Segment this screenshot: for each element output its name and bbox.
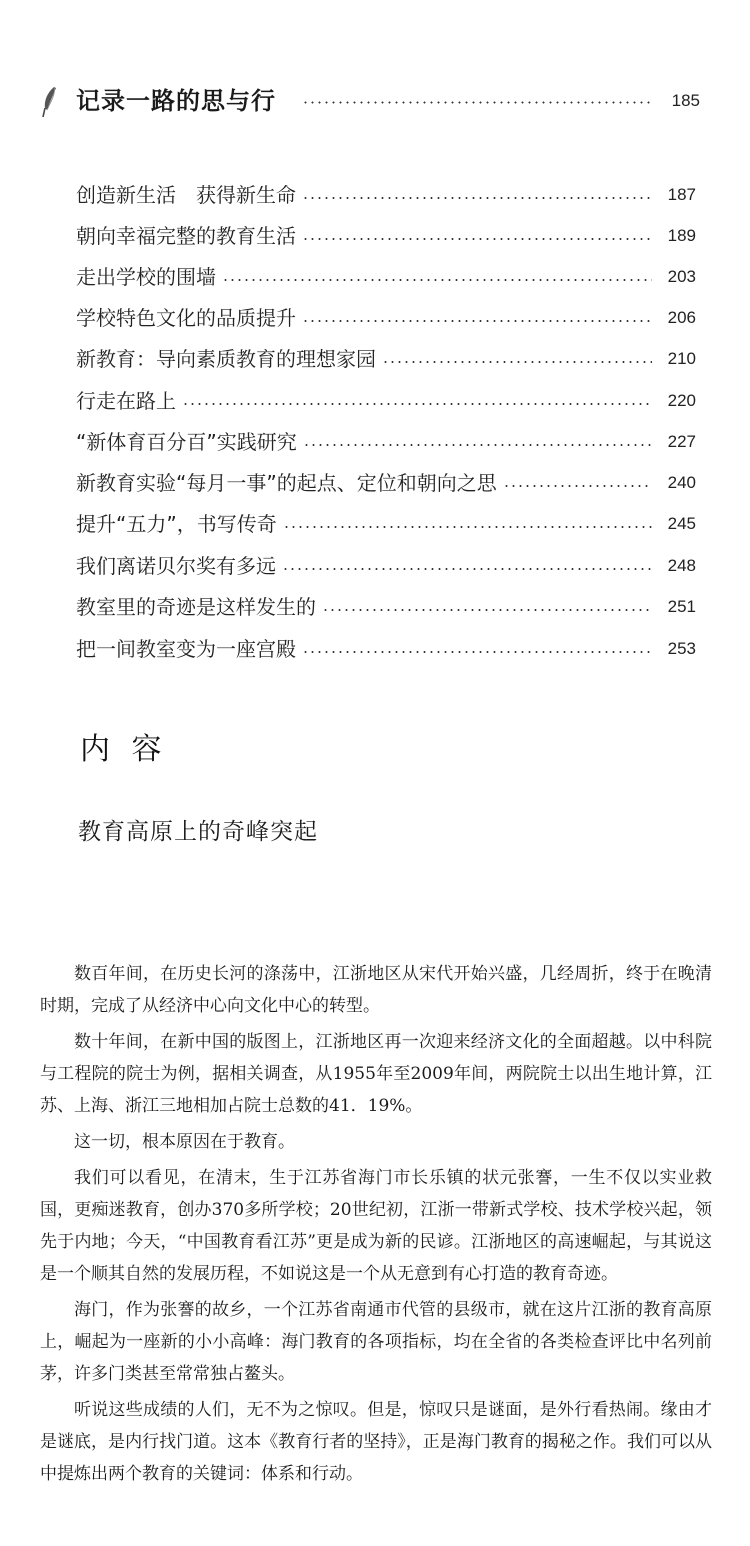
toc-leader-dots xyxy=(302,101,652,104)
toc-entry-title: 走出学校的围墙 xyxy=(76,265,216,289)
toc-entry-page: 189 xyxy=(667,226,696,245)
paragraph: 我们可以看见，在清末，生于江苏省海门市长乐镇的状元张謇，一生不仅以实业救国，更痴迷教育，创办370多所学校；20世纪初，江浙一带新式学校、技术学校兴起，领先于内地；今天，“中国教育看江苏”更是成为新的民谚。江浙地区的高速崛起，与其说这是一个顺其自然的发展历程，不如说这是一个从无意到有心打造的教育奇迹。 xyxy=(40,1168,712,1284)
toc-entry[interactable] xyxy=(76,507,696,541)
paragraph: 听说这些成绩的人们，无不为之惊叹。但是，惊叹只是谜面，是外行看热闹。缘由才是谜底，是内行找门道。这本《教育行者的坚持》，正是海门教育的揭秘之作。我们可以从中提炼出两个教育的关键词：体系和行动。 xyxy=(40,1400,712,1484)
toc-chapter-heading[interactable] xyxy=(40,82,700,122)
toc-entry-page: 251 xyxy=(667,597,696,616)
toc-entry[interactable] xyxy=(76,632,696,666)
toc-entry-page: 253 xyxy=(667,639,696,658)
toc-leader-dots xyxy=(282,568,652,570)
toc-leader-dots xyxy=(182,403,652,405)
toc-entry-page: 206 xyxy=(667,308,696,327)
toc-entry-title: 教室里的奇迹是这样发生的 xyxy=(76,595,316,619)
toc-entry-page: 187 xyxy=(667,185,696,204)
toc-leader-dots xyxy=(302,320,652,322)
paragraph: 数十年间，在新中国的版图上，江浙地区再一次迎来经济文化的全面超越。以中科院与工程院的院士为例，据相关调查，从1955年至2009年间，两院院士以出生地计算，江苏、上海、浙江三地相加占院士总数的41．19%。 xyxy=(40,1032,712,1116)
toc-entry-title: 行走在路上 xyxy=(76,389,176,413)
toc-entry[interactable] xyxy=(76,590,696,624)
toc-entry-page: 203 xyxy=(667,267,696,286)
toc-entry-page: 210 xyxy=(667,349,696,368)
section-title: 内 容 xyxy=(80,732,168,767)
toc-leader-dots xyxy=(222,279,652,281)
toc-entry-title: 提升“五力”，书写传奇 xyxy=(76,512,277,536)
toc-entry[interactable] xyxy=(76,384,696,418)
toc-entry[interactable] xyxy=(76,178,696,212)
toc-entry-title: 创造新生活 获得新生命 xyxy=(76,183,296,207)
toc-chapter-page: 185 xyxy=(671,91,700,110)
toc-entry-page: 245 xyxy=(667,514,696,533)
toc-leader-dots xyxy=(302,238,652,240)
toc-leader-dots xyxy=(322,609,652,611)
toc-leader-dots xyxy=(302,651,652,653)
toc-leader-dots xyxy=(382,361,652,363)
toc-entry-page: 240 xyxy=(667,473,696,492)
toc-entry[interactable] xyxy=(76,301,696,335)
article-body xyxy=(40,958,712,1494)
toc-entry-title: 朝向幸福完整的教育生活 xyxy=(76,224,296,248)
toc-entry[interactable] xyxy=(76,549,696,583)
toc-entry[interactable] xyxy=(76,219,696,253)
paragraph: 数百年间，在历史长河的涤荡中，江浙地区从宋代开始兴盛，几经周折，终于在晚清时期，完成了从经济中心向文化中心的转型。 xyxy=(40,964,712,1016)
toc-entry-page: 248 xyxy=(667,556,696,575)
toc-entry-title: 我们离诺贝尔奖有多远 xyxy=(76,554,276,578)
quill-icon xyxy=(40,86,62,118)
toc-entry[interactable] xyxy=(76,260,696,294)
toc-entry[interactable] xyxy=(76,342,696,376)
toc-leader-dots xyxy=(303,444,652,446)
paragraph: 海门，作为张謇的故乡，一个江苏省南通市代管的县级市，就在这片江浙的教育高原上，崛起为一座新的小小高峰：海门教育的各项指标，均在全省的各类检查评比中名列前茅，许多门类甚至常常独占鳌头。 xyxy=(40,1300,712,1384)
article-title: 教育高原上的奇峰突起 xyxy=(78,819,318,845)
toc-entry[interactable] xyxy=(76,466,696,500)
toc-entry-page: 220 xyxy=(667,391,696,410)
toc-leader-dots xyxy=(503,485,652,487)
toc-chapter-title: 记录一路的思与行 xyxy=(76,87,276,115)
toc-entry-title: 新教育实验“每月一事”的起点、定位和朝向之思 xyxy=(76,471,497,495)
toc-entry-title: 把一间教室变为一座宫殿 xyxy=(76,637,296,661)
toc-entry[interactable] xyxy=(76,425,696,459)
toc-leader-dots xyxy=(302,197,652,199)
toc-entry-title: 学校特色文化的品质提升 xyxy=(76,306,296,330)
toc-leader-dots xyxy=(283,526,652,528)
toc-entry-title: “新体育百分百”实践研究 xyxy=(76,430,297,454)
toc-entry-title: 新教育：导向素质教育的理想家园 xyxy=(76,347,376,371)
paragraph: 这一切，根本原因在于教育。 xyxy=(74,1132,295,1152)
toc-entry-page: 227 xyxy=(667,432,696,451)
